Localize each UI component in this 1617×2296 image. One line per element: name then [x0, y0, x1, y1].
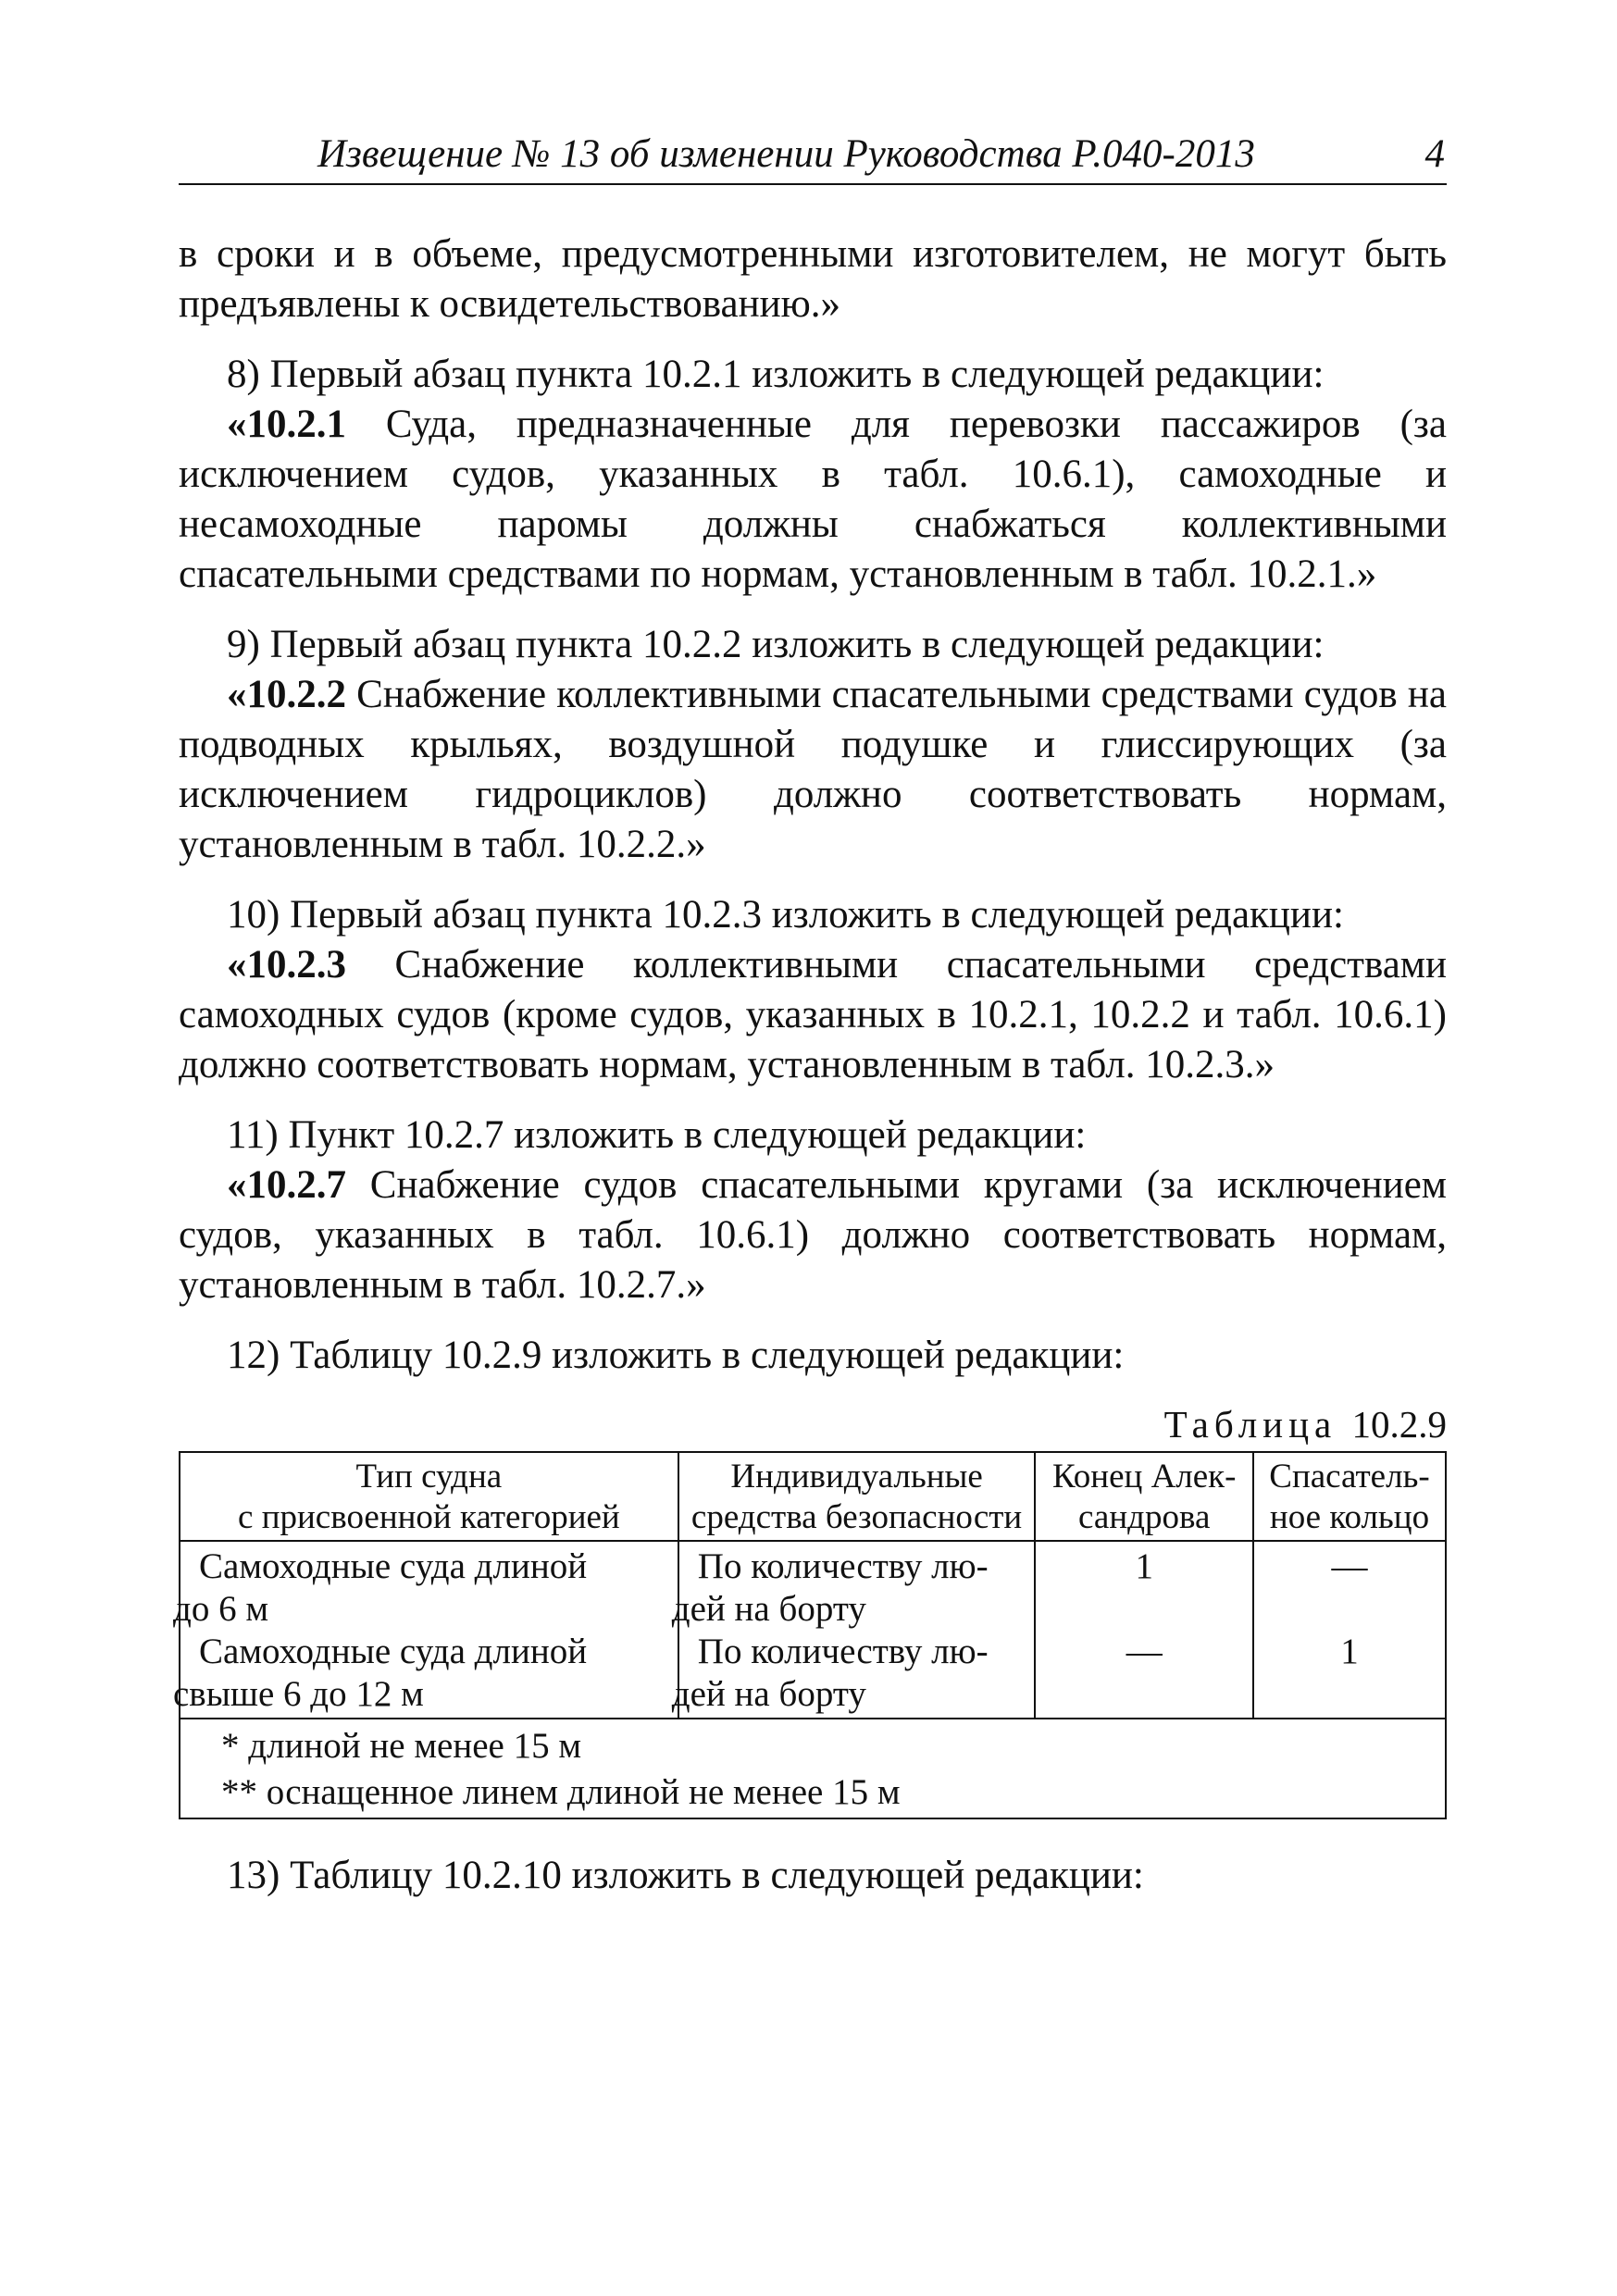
table-10-2-9: [173, 1451, 1447, 1819]
paragraph-item-11: 11) Пункт 10.2.7 изложить в следующей редакции:: [227, 1113, 1087, 1157]
page-number: 4: [1424, 132, 1445, 176]
paragraph-item-13: 13) Таблицу 10.2.10 изложить в следующей редакции:: [227, 1854, 1144, 1897]
table-note: ** оснащенное линем длиной не менее 15 м: [221, 1772, 901, 1812]
paragraph-item-9: 9) Первый абзац пункта 10.2.2 изложить в следующей редакции:: [227, 623, 1325, 666]
cell-line: дей на борту: [671, 1674, 866, 1714]
table-cell-vessel-type: [173, 1631, 678, 1719]
quote-10-2-2: [179, 670, 1447, 870]
cell-line: По количеству лю-: [697, 1546, 989, 1586]
cell-line: свыше 6 до 12 м: [173, 1674, 424, 1714]
header-line: сандрова: [1078, 1498, 1211, 1536]
clause-number: «10.2.2: [227, 673, 346, 716]
table-cell-alexandrov-rope: —: [1035, 1631, 1253, 1719]
table-header-row: [180, 1452, 1446, 1541]
cell-line: Самоходные суда длиной: [199, 1632, 588, 1671]
table-notes-row: [180, 1719, 1446, 1818]
table-caption-word: Таблица: [1163, 1403, 1337, 1446]
column-header-rescue-ring: [1253, 1452, 1446, 1541]
paragraph-item-8: 8) Первый абзац пункта 10.2.1 изложить в следующей редакции:: [227, 353, 1325, 396]
column-header-alexandrov-rope: [1035, 1452, 1253, 1541]
clause-number: «10.2.1: [227, 403, 346, 446]
page-header: [179, 128, 1447, 185]
cell-line: Самоходные суда длиной: [199, 1546, 588, 1586]
table-caption-number: 10.2.9: [1351, 1403, 1447, 1446]
column-header-personal-means: [678, 1452, 1036, 1541]
header-title: Извещение № 13 об изменении Руководства Р.040-2013: [317, 132, 1255, 176]
table-cell-vessel-type: [173, 1541, 678, 1631]
header-line: Конец Алек-: [1051, 1458, 1237, 1496]
header-line: Спасатель-: [1269, 1458, 1430, 1496]
table-notes: [180, 1719, 1446, 1818]
clause-text: Суда, предназначенные для перевозки пассажиров (за исключением судов, указанных в табл. 10.6.1), самоходные и несамоходные паромы должны снабжаться коллективными спасательными средствами по нормам, установленным в табл. 10.2.1.»: [179, 403, 1447, 596]
clause-text: Снабжение судов спасательными кругами (за исключением судов, указанных в табл. 10.6.1) должно соответствовать нормам, установленным в табл. 10.2.7.»: [179, 1163, 1447, 1307]
document-body: [173, 230, 1447, 1901]
table-cell-rescue-ring: —: [1253, 1541, 1446, 1631]
cell-line: дей на борту: [671, 1589, 866, 1629]
clause-text: Снабжение коллективными спасательными средствами судов на подводных крыльях, воздушной подушке и глиссирующих (за исключением гидроциклов) должно соответствовать нормам, установленным в табл. 10.2.2.»: [179, 673, 1447, 866]
header-line: Тип судна: [355, 1458, 503, 1496]
table-cell-personal-means: [671, 1631, 1036, 1719]
paragraph-item-12: 12) Таблицу 10.2.9 изложить в следующей редакции:: [227, 1334, 1125, 1377]
header-line: Индивидуальные: [730, 1458, 983, 1496]
clause-text: Снабжение коллективными спасательными средствами самоходных судов (кроме судов, указанных в 10.2.1, 10.2.2 и табл. 10.6.1) должно соответствовать нормам, установленным в табл. 10.2.3.»: [179, 943, 1447, 1086]
table-row: [180, 1541, 1446, 1631]
clause-number: «10.2.3: [227, 943, 346, 987]
paragraph-continuation: в сроки и в объеме, предусмотренными изготовителем, не могут быть предъявлены к освидетельствованию.»: [179, 232, 1447, 326]
header-line: средства безопасности: [690, 1498, 1023, 1536]
clause-number: «10.2.7: [227, 1163, 346, 1207]
cell-line: до 6 м: [173, 1589, 269, 1629]
table-row: [180, 1631, 1446, 1719]
table-cell-rescue-ring: 1: [1253, 1631, 1446, 1719]
cell-line: По количеству лю-: [697, 1632, 989, 1671]
table-note: * длиной не менее 15 м: [221, 1726, 582, 1766]
quote-10-2-3: [179, 940, 1447, 1090]
paragraph-item-10: 10) Первый абзац пункта 10.2.3 изложить в следующей редакции:: [227, 893, 1344, 937]
header-line: с присвоенной категорией: [238, 1498, 620, 1536]
table-cell-personal-means: [671, 1541, 1036, 1631]
table-cell-alexandrov-rope: 1: [1035, 1541, 1253, 1631]
quote-10-2-7: [179, 1160, 1447, 1310]
column-header-vessel-type: [180, 1452, 678, 1541]
quote-10-2-1: [179, 400, 1447, 600]
header-line: ное кольцо: [1269, 1498, 1430, 1536]
table-caption: [179, 1401, 1447, 1447]
